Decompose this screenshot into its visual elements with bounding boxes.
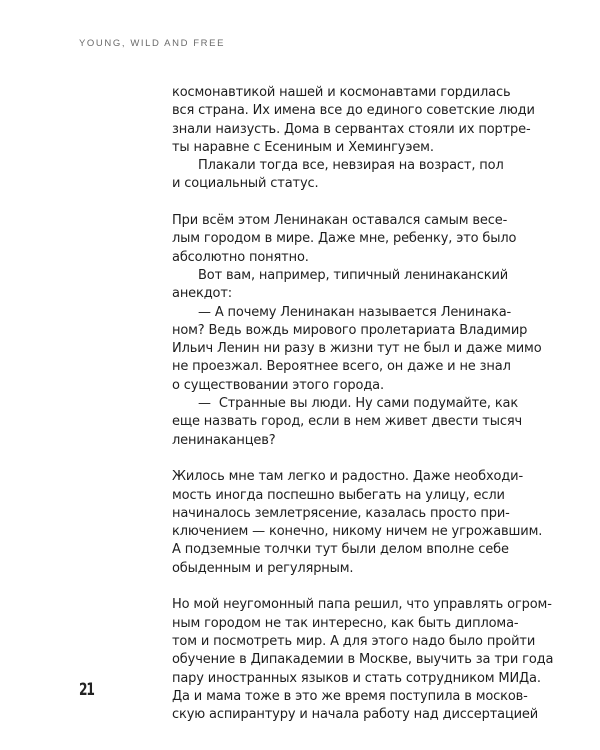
text-line: Ильич Ленин ни разу в жизни тут не был и даже мимо xyxy=(172,341,542,357)
text-line: мость иногда поспешно выбегать на улицу, если xyxy=(172,487,505,503)
dialogue-paragraph xyxy=(172,395,532,450)
text-line: ном? Ведь вождь мирового пролетариата Владимир xyxy=(172,322,528,338)
running-head: YOUNG, WILD AND FREE xyxy=(79,38,226,49)
text-line: А подземные толчки тут были делом вполне себе xyxy=(172,542,509,558)
paragraph xyxy=(172,157,532,194)
dialogue-paragraph xyxy=(172,304,542,395)
text-line: Но мой неугомонный папа решил, что управлять огром- xyxy=(172,597,552,613)
text-line: обучение в Дипакадемии в Москве, выучить за три года xyxy=(172,652,554,668)
page-number: 21 xyxy=(79,680,94,700)
paragraph xyxy=(172,596,554,724)
text-line: скую аспирантуру и начала работу над диссертацией xyxy=(172,707,539,723)
text-line: ключением — конечно, никому ничем не угрожавшим. xyxy=(172,524,543,540)
text-line: о существовании этого города. xyxy=(172,377,384,393)
section-gap xyxy=(172,578,532,596)
text-line: абсолютно понятно. xyxy=(172,249,309,265)
text-line: и социальный статус. xyxy=(172,176,319,192)
body-text xyxy=(172,84,554,724)
text-line: — Странные вы люди. Ну сами подумайте, как xyxy=(198,396,519,412)
paragraph xyxy=(172,212,532,267)
text-line: Да и мама тоже в это же время поступила в москов- xyxy=(172,688,528,704)
text-line: ты наравне с Есениным и Хемингуэем. xyxy=(172,139,434,155)
section-gap xyxy=(172,194,532,212)
text-line: — А почему Ленинакан называется Ленинака- xyxy=(198,304,512,320)
text-line: том и посмотреть мир. А для этого надо было пройти xyxy=(172,633,536,649)
text-line: ленинаканцев? xyxy=(172,432,276,448)
text-line: вся страна. Их имена все до единого советские люди xyxy=(172,103,535,119)
text-line: Вот вам, например, типичный ленинаканский xyxy=(198,267,509,283)
text-line: Плакали тогда все, невзирая на возраст, пол xyxy=(198,158,504,174)
text-line: ным городом не так интересно, как быть диплома- xyxy=(172,615,519,631)
paragraph xyxy=(172,84,535,157)
text-line: еще назвать город, если в нем живет двести тысяч xyxy=(172,414,523,430)
section-gap xyxy=(172,450,532,468)
text-line: При всём этом Ленинакан оставался самым весе- xyxy=(172,213,508,229)
text-line: не проезжал. Вероятнее всего, он даже и не знал xyxy=(172,359,511,375)
text-line: обыденным и регулярным. xyxy=(172,560,354,576)
text-line: космонавтикой нашей и космонавтами гордилась xyxy=(172,85,511,100)
paragraph xyxy=(172,468,543,578)
text-line: начиналось землетрясение, казалась просто при- xyxy=(172,505,510,521)
text-line: анекдот: xyxy=(172,286,233,302)
text-line: лым городом в мире. Даже мне, ребенку, это было xyxy=(172,231,517,247)
text-line: пару иностранных языков и стать сотрудником МИДа. xyxy=(172,670,541,686)
text-line: Жилось мне там легко и радостно. Даже необходи- xyxy=(172,469,523,485)
paragraph xyxy=(172,267,532,304)
text-line: знали наизусть. Дома в сервантах стояли их портре- xyxy=(172,121,531,137)
